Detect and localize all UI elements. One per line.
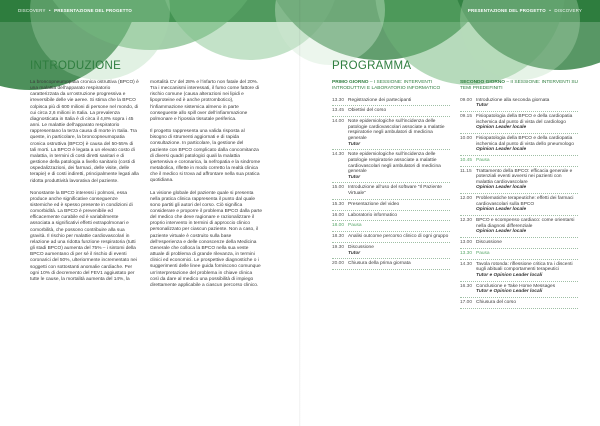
intro-paragraph: Il progetto rappresenta una valida risposta al bisogno di strumenti aggiornati e di rapida consultazione. In particolare, la gestione del paziente con BPCO complicato dalla concomitanza di diversi quadri patologici quali la malattia ipertensiva e coronarica, la nefropatia e la sindrome metabolica, riflette in modo corretto la realtà clinica che il medico si trova ad affrontare nella sua pratica quotidiana. (150, 129, 261, 184)
schedule-description: Pausa (476, 157, 490, 163)
schedule-item (348, 213, 450, 219)
day-2-schedule (460, 96, 578, 309)
schedule-description: Discussione (476, 240, 502, 246)
schedule-time: 20.00 (332, 261, 345, 267)
schedule-item (348, 152, 450, 180)
schedule-description: Obiettivi del corso (348, 108, 387, 114)
schedule-description: Registrazione dei partecipanti (348, 97, 412, 103)
schedule-time: 13.30 (332, 97, 345, 103)
schedule-item (348, 202, 450, 208)
schedule-description: Fisiopatologia della BPCO e della cardiopatia ischemica dal punto di vista del cardiologo (476, 113, 573, 125)
schedule-item (348, 185, 450, 196)
schedule-description: Fisiopatologia della BPCO e della cardiopatia ischemica dal punto di vista dello pneumologo (476, 135, 574, 147)
header-section-right: PRESENTAZIONE DEL PROGETTO (467, 8, 546, 13)
schedule-item (476, 284, 578, 295)
schedule-row (332, 150, 450, 183)
schedule-item (476, 262, 578, 279)
schedule-item (348, 119, 450, 147)
schedule-item (476, 240, 578, 246)
schedule-row (332, 243, 450, 259)
program-day-1 (332, 80, 450, 270)
schedule-speaker: Tutor (348, 141, 361, 147)
schedule-description: Pausa (476, 250, 490, 256)
intro-paragraph: mortalità CV del 28% e l’infarto non fatale del 20%. Tra i meccanismi interessati, il fumo come fattore di rischio comune (causa alterazioni nei lipidi e lipoproteine ed è anche protrombotico), l’infiammazione sistemica almeno in parte conseguente allo spill over dell’infiammazione polmonare e l’ipossia tissutale periferica. (150, 80, 260, 122)
schedule-speaker: Tutor e Opinion Leader locali (476, 272, 543, 278)
header-left (18, 8, 132, 13)
schedule-description: Trattamento della BPCO: efficacia generale e potenziali eventi avversi nei pazienti con malattia cardiovascolare (476, 168, 573, 185)
schedule-row (460, 134, 578, 156)
schedule-speaker: Opinion Leader locale (476, 185, 527, 191)
schedule-item (476, 251, 578, 257)
schedule-time: 09.00 (460, 97, 473, 103)
schedule-time: 15.00 (332, 185, 345, 191)
schedule-time: 16.30 (460, 283, 473, 289)
schedule-description: Pausa (348, 223, 362, 229)
schedule-description: Note epidemiologiche sull’incidenza delle patologie cardiovascolari associate a malattie respiratorie negli ambulatori di medicina generale (348, 119, 445, 141)
schedule-item (348, 108, 450, 114)
intro-title: INTRODUZIONE (30, 60, 122, 72)
schedule-row (460, 249, 578, 260)
schedule-time: 19.30 (332, 244, 345, 250)
schedule-row (460, 156, 578, 167)
schedule-item (476, 158, 578, 164)
day-1-schedule (332, 96, 450, 271)
intro-column-2 (150, 80, 262, 295)
schedule-description: Presentazione del video (348, 201, 400, 207)
header-separator-right: • (549, 8, 551, 13)
schedule-time: 10.45 (460, 157, 473, 163)
schedule-time: 18.30 (332, 234, 345, 240)
schedule-time: 14.00 (332, 119, 345, 125)
schedule-item (348, 261, 450, 267)
schedule-description: Note epidemiologiche sull’incidenza delle patologie respiratorie associate a malattie cardiovascolari negli ambulatori di medicina generale (348, 152, 441, 175)
schedule-time: 18.00 (332, 223, 345, 229)
schedule-row (460, 167, 578, 195)
schedule-item (476, 169, 578, 191)
program-title: PROGRAMMA (332, 60, 412, 72)
schedule-description: Introduzione alla seconda giornata (476, 97, 550, 103)
schedule-item (348, 98, 450, 104)
schedule-row (332, 96, 450, 107)
schedule-row (332, 106, 450, 117)
schedule-time: 16.00 (332, 212, 345, 218)
schedule-time: 11.15 (460, 168, 472, 174)
schedule-speaker: Tutor e Opinion Leader locali (476, 289, 543, 295)
schedule-speaker: Opinion Leader locale (476, 147, 527, 153)
schedule-description: BPCO e scompenso cardiaco: come orientarsi nella diagnosi differenziale (476, 218, 575, 229)
intro-column-1 (30, 80, 140, 289)
schedule-time: 14.30 (460, 261, 473, 267)
schedule-row (332, 259, 450, 270)
header-section: PRESENTAZIONE DEL PROGETTO (54, 8, 133, 13)
header-brand-right: DISCOVERY (554, 8, 582, 13)
schedule-item (476, 300, 578, 306)
schedule-item (476, 136, 578, 153)
program-day-2 (460, 80, 578, 309)
day-1-title (332, 80, 450, 92)
schedule-description: Analisi outcome percorso clinico di ogni gruppo (348, 234, 449, 240)
day-2-session: – II SESSIONE: INTERVENTI SU TEMI PREDEFINITI (460, 80, 579, 91)
schedule-item (348, 245, 450, 256)
schedule-description: Introduzione all’uso del software “Il Paziente Virtuale” (348, 185, 442, 197)
schedule-row (460, 112, 578, 134)
day-2-label: SECONDO GIORNO (460, 80, 506, 85)
day-1-label: PRIMO GIORNO (332, 80, 369, 85)
intro-paragraph: Nonostante la BPCO interessi i polmoni, essa produce anche significative conseguenze sistemiche ed è spesso presente in condizioni di comorbidità. La BPCO è prevenibile ed efficacemente curabile ed è variabilmente associata a significativi effetti extrapolmonari e comorbilità, che possono contribuire alla sua gravità. Il rischio per malattie cardiovascolari in relazione ad una ridotta funzione respiratoria (tutti gli stadi BPCO) aumenta del 75% – i sintomi della BPCO aumentano di per sé il rischio di eventi coronarici del 50%, ulteriormente incrementato nei soggetti con sottostanti anomalie cardiache. Per ogni 10% di decremento del FEV1 aggiustato per tutte le cause, la mortalità aumenta del 14%, la (30, 190, 137, 282)
schedule-description: Discussione (348, 244, 374, 250)
schedule-row (460, 194, 578, 216)
schedule-row (332, 211, 450, 222)
schedule-description: Problematiche terapeutiche: effetti dei farmaci cardiovascolari sulla BPCO (476, 196, 574, 207)
schedule-item (476, 218, 578, 235)
schedule-speaker: Opinion Leader locale (476, 229, 527, 235)
schedule-description: Chiusura della prima giornata (348, 261, 411, 267)
schedule-item (476, 114, 578, 131)
schedule-row (332, 232, 450, 243)
schedule-item (348, 234, 450, 240)
header-separator: • (48, 8, 51, 13)
header-right (468, 8, 582, 13)
schedule-row (332, 183, 450, 199)
schedule-speaker: Tutor (348, 174, 361, 180)
schedule-speaker: Opinion Leader locale (476, 207, 527, 213)
schedule-row (460, 298, 578, 309)
schedule-row (460, 96, 578, 112)
schedule-time: 15.30 (332, 201, 345, 207)
schedule-time: 09.15 (460, 113, 473, 119)
schedule-item (476, 98, 578, 109)
intro-paragraph: La broncopneumopatia cronica ostruttiva (BPCO) è una malattia dell’apparato respiratorio caratterizzata da un’ostruzione progressiva e irreversibile delle vie aeree. Si stima che la BPCO colpisca più di 600 milioni di persone nel mondo, di cui circa 2,6 milioni in Italia. La prevalenza diagnosticata in Italia è di circa il 4,8% sopra i 45 anni. Le malattie dell’apparato respiratorio rappresentano la terza causa di morte in Italia. Tra queste, in particolare, la broncopneumopatia cronica ostruttiva (BPCO) è causa del 50-55% di tali morti. La BPCO è legata a un elevato costo di malattia, in termini di costi diretti sanitari e di gestione della patologia a livello sanitario (costi di ospedalizzazioni, dei farmaci, delle visite, delle terapie) e di costi indiretti, principalmente legati alla ridotta produttività lavorativa del paziente. (30, 80, 139, 184)
day-1-session: – I SESSIONE: INTERVENTI INTRODUTTIVI E LABORATORIO INFORMATICO (332, 80, 441, 91)
schedule-time: 12.00 (460, 196, 473, 202)
schedule-row (332, 200, 450, 211)
schedule-speaker: Tutor (348, 250, 361, 256)
schedule-item (476, 196, 578, 213)
page-fold (299, 0, 301, 426)
schedule-time: 13.45 (332, 108, 345, 114)
schedule-row (460, 282, 578, 298)
schedule-speaker: Opinion Leader locale (476, 125, 527, 131)
schedule-description: Conclusione e Take Home Messages (476, 283, 556, 289)
schedule-row (460, 260, 578, 282)
schedule-time: 10.00 (460, 135, 473, 141)
schedule-item (348, 223, 450, 229)
schedule-description: Laboratorio informatico (348, 212, 398, 218)
schedule-row (460, 238, 578, 249)
schedule-speaker: Tutor (476, 103, 489, 109)
schedule-time: 17.00 (460, 300, 473, 306)
schedule-row (332, 221, 450, 232)
schedule-description: Chiusura del corso (476, 300, 516, 306)
schedule-time: 13.30 (460, 250, 473, 256)
schedule-row (332, 117, 450, 150)
schedule-row (460, 216, 578, 238)
schedule-time: 14.30 (332, 152, 345, 158)
schedule-time: 13.00 (460, 240, 473, 246)
intro-paragraph: La visione globale del paziente quale si presenta nella pratica clinica rappresenta il punto dal quale sono partiti gli autori del corso. Ciò significa considerare e proporre il problema BPCO dalla parte del medico che deve ragionare e razionalizzare il proprio intervento in termini di approccio clinico personalizzato per ciascun paziente. Non a caso, il paziente virtuale è costruito sulla base dell’esperienza e delle conoscenze della Medicina Generale che colloca la BPCO nella sua veste attuale di problema di grande rilevanza, in termini clinici ed economici. Le prospettive diagnostiche o i suggerimenti delle linee guida forniscono comunque un’interpretazione del problema in chiave clinica così da dare al medico una possibilità di impiego direttamente applicabile a ciascun percorso clinico. (150, 190, 262, 288)
schedule-time: 12.30 (460, 218, 473, 224)
day-2-title (460, 80, 578, 92)
header-brand: DISCOVERY (18, 8, 46, 13)
schedule-description: Tavola rotonda: riflessione critica tra i discenti sugli abituali comportamenti terapeutici (476, 261, 573, 273)
